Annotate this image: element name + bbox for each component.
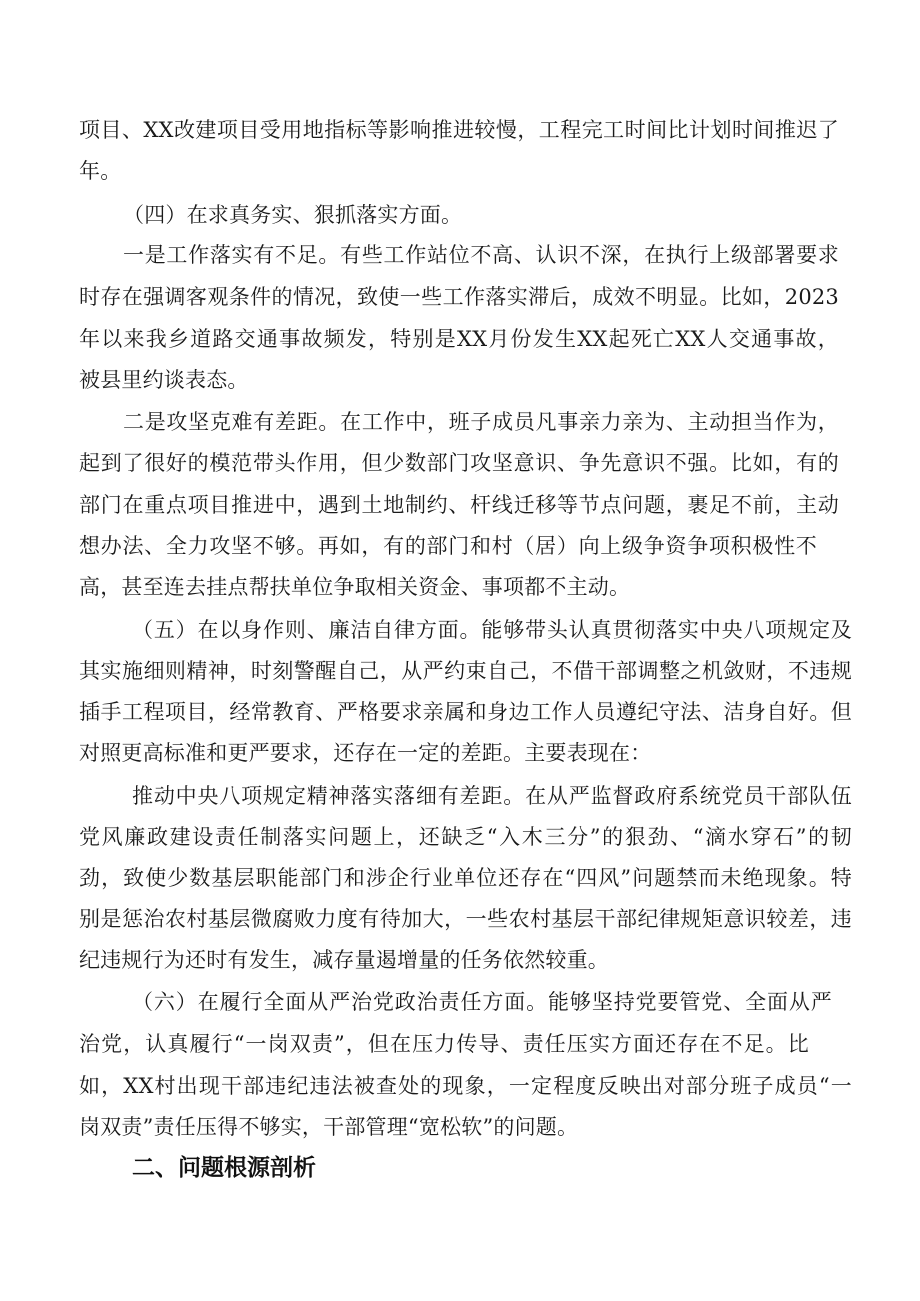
- text-line: 其实施细则精神，时刻警醒自己，从严约束自己，不借干部调整之机敛财，不违规: [79, 659, 852, 683]
- text-line: 部门在重点项目推进中，遇到土地制约、杆线迁移等节点问题，裹足不前，主动: [79, 493, 839, 517]
- text-line: 起到了很好的模范带头作用，但少数部门攻坚意识、争先意识不强。比如，有的: [79, 451, 839, 475]
- text-line: 项目、XX改建项目受用地指标等影响推进较慢，工程完工时间比计划时间推迟了: [79, 118, 839, 142]
- text-line: 纪违规行为还时有发生，减存量遏增量的任务依然较重。: [79, 948, 609, 972]
- text-line: 年。: [79, 159, 122, 183]
- text-line: 岗双责”责任压得不够实，干部管理“宽松软”的问题。: [79, 1115, 579, 1139]
- text-line: 时存在强调客观条件的情况，致使一些工作落实滞后，成效不明显。比如，2023: [79, 285, 839, 309]
- text-line: 一是工作落实有不足。有些工作站位不高、认识不深，在执行上级部署要求: [123, 243, 839, 267]
- section-heading: 二、问题根源剖析: [132, 1155, 316, 1181]
- text-line: 插手工程项目，经常教育、严格要求亲属和身边工作人员遵纪守法、洁身自好。但: [79, 700, 852, 724]
- text-line: 想办法、全力攻坚不够。再如，有的部门和村（居）向上级争资争项积极性不: [79, 534, 817, 558]
- text-line: （六）在履行全面从严治党政治责任方面。能够坚持党要管党、全面从严: [132, 990, 832, 1014]
- text-line: 二是攻坚克难有差距。在工作中，班子成员凡事亲力亲为、主动担当作为，: [123, 410, 839, 434]
- text-line: 推动中央八项规定精神落实落细有差距。在从严监督政府系统党员干部队伍: [132, 784, 852, 808]
- text-line: 对照更高标准和更严要求，还存在一定的差距。主要表现在：: [79, 741, 652, 765]
- text-line: 被县里约谈表态。: [79, 368, 249, 392]
- text-line: 劲，致使少数基层职能部门和涉企行业单位还存在“四风”问题禁而未绝现象。特: [79, 866, 852, 890]
- text-line: （五）在以身作则、廉洁自律方面。能够带头认真贯彻落实中央八项规定及: [132, 618, 852, 642]
- text-line: （四）在求真务实、狠抓落实方面。: [123, 203, 463, 227]
- text-line: 年以来我乡道路交通事故频发，特别是XX月份发生XX起死亡XX人交通事故，: [79, 327, 839, 351]
- text-line: 治党，认真履行“一岗双责”，但在压力传导、责任压实方面还存在不足。比: [79, 1032, 809, 1056]
- text-line: 别是惩治农村基层微腐败力度有待加大，一些农村基层干部纪律规矩意识较差，违: [79, 907, 852, 931]
- text-line: 高，甚至连去挂点帮扶单位争取相关资金、事项都不主动。: [79, 575, 631, 599]
- text-line: 如，XX村出现干部违纪违法被查处的现象，一定程度反映出对部分班子成员“一: [79, 1074, 852, 1098]
- text-line: 党风廉政建设责任制落实问题上，还缺乏“入木三分”的狠劲、“滴水穿石”的韧: [79, 825, 852, 849]
